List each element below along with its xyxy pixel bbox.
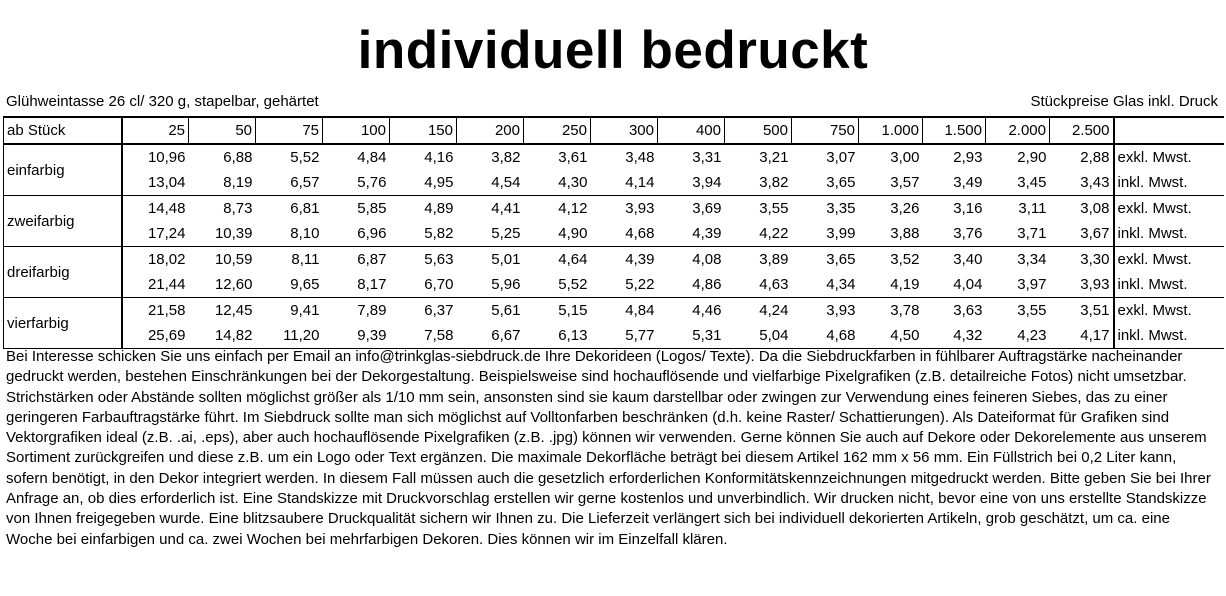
price-cell: 5,04 bbox=[725, 323, 792, 349]
price-cell: 3,78 bbox=[890, 302, 920, 319]
color-count-label: dreifarbig bbox=[4, 247, 122, 298]
quantity-header-cell: 25 bbox=[122, 117, 189, 144]
vat-note: inkl. Mwst. bbox=[1114, 323, 1224, 349]
price-cell: 3,48 bbox=[625, 149, 655, 166]
quantity-header-cell: 50 bbox=[189, 117, 256, 144]
price-cell: 5,52 bbox=[524, 272, 591, 298]
page-title: individuell bedruckt bbox=[357, 21, 869, 80]
price-cell: 3,89 bbox=[759, 251, 789, 268]
price-note: Stückpreise Glas inkl. Druck bbox=[1030, 93, 1218, 110]
table-row bbox=[4, 247, 1224, 273]
color-count-label: vierfarbig bbox=[4, 298, 122, 349]
price-cell: 4,23 bbox=[986, 323, 1050, 349]
quantity-header-cell: 400 bbox=[658, 117, 725, 144]
price-cell: 3,00 bbox=[890, 149, 920, 166]
price-cell: 3,55 bbox=[1017, 302, 1047, 319]
price-cell: 5,01 bbox=[491, 251, 521, 268]
vat-note: inkl. Mwst. bbox=[1114, 272, 1224, 298]
price-cell: 3,55 bbox=[759, 200, 789, 217]
quantity-header-cell: 2.500 bbox=[1050, 117, 1114, 144]
vat-note: exkl. Mwst. bbox=[1114, 298, 1224, 324]
price-cell: 4,19 bbox=[859, 272, 923, 298]
price-cell: 3,82 bbox=[491, 149, 521, 166]
price-cell: 3,08 bbox=[1080, 200, 1110, 217]
price-cell: 2,88 bbox=[1080, 149, 1110, 166]
price-cell: 4,39 bbox=[625, 251, 655, 268]
product-description: Glühweintasse 26 cl/ 320 g, stapelbar, gehärtet bbox=[6, 93, 319, 110]
price-cell: 4,04 bbox=[923, 272, 986, 298]
price-cell: 3,69 bbox=[692, 200, 722, 217]
price-cell: 3,21 bbox=[759, 149, 789, 166]
price-cell: 10,59 bbox=[214, 251, 253, 268]
vat-note: exkl. Mwst. bbox=[1114, 247, 1224, 273]
price-cell: 5,25 bbox=[457, 221, 524, 247]
price-cell: 2,93 bbox=[953, 149, 983, 166]
price-cell: 7,89 bbox=[357, 302, 387, 319]
vat-note: exkl. Mwst. bbox=[1114, 144, 1224, 170]
price-cell: 5,22 bbox=[591, 272, 658, 298]
price-cell: 4,95 bbox=[390, 170, 457, 196]
price-cell: 3,71 bbox=[986, 221, 1050, 247]
quantity-header-cell: 1.500 bbox=[923, 117, 986, 144]
table-row bbox=[4, 323, 1224, 349]
info-paragraph: Bei Interesse schicken Sie uns einfach per Email an info@trinkglas-siebdruck.de Ihre Dekorideen (Logos/ Texte). Da die Siebdruckfarben in fühlbarer Auftragstärke nacheinander gedruckt werden, bestehen Einschränkungen bei der Dekorgestaltung. Beispielsweise sind hochauflösende und vielfarbige Pixelgrafiken (z.B. detailreiche Fotos) nicht umsetzbar. Strichstärken oder Abstände sollten möglichst größer als 1/10 mm sein, ansonsten sind sie kaum darstellbar oder zwingen zur Verwendung eines feineren Siebes, das zu einer geringeren Farbauftragstärke führt. Im Siebdruck sollte man sich möglichst auf Volltonfarben beschränken (d.h. keine Raster/ Schattierungen). Als Dateiformat für Grafiken sind Vektorgrafiken ideal (z.B. .ai, .eps), aber auch hochauflösende Pixelgrafiken (z.B. .jpg) können wir verwenden. Gerne können Sie auch auf Dekore oder Dekorelemente aus unserem Sortiment zurückgreifen und diese z.B. um ein Logo oder Text ergänzen. Die maximale Dekorfläche beträgt bei diesem Artikel 162 mm x 56 mm. Ein Füllstrich bei 0,2 Liter kann, sofern benötigt, in den Dekor integriert werden. In diesem Fall müssen auch die gesetzlich erforderlichen Konformitätskennzeichnungen mitgedruckt werden. Bitte geben Sie bei Ihrer Anfrage an, ob dies erforderlich ist. Eine Standskizze mit Druckvorschlag erstellen wir gerne kostenlos und unverbindlich. Wir drucken nicht, bevor eine von uns erstellte Standskizze von Ihnen freigegeben wurde. Eine blitzsaubere Druckqualität sichern wir Ihnen zu. Die Lieferzeit verlängert sich bei individuell dekorierten Artikeln, grob geschätzt, um ca. eine Woche bei einfarbigen und ca. zwei Wochen bei mehrfarbigen Dekoren. Dies können wir im Einzelfall klären. bbox=[6, 348, 1211, 548]
price-cell: 21,44 bbox=[122, 272, 189, 298]
table-row bbox=[4, 144, 1224, 170]
quantity-header-cell: 300 bbox=[591, 117, 658, 144]
price-cell: 4,54 bbox=[457, 170, 524, 196]
price-cell: 3,76 bbox=[923, 221, 986, 247]
price-cell: 4,89 bbox=[424, 200, 454, 217]
quantity-header-cell: 75 bbox=[256, 117, 323, 144]
price-cell: 2,90 bbox=[1017, 149, 1047, 166]
vat-note: inkl. Mwst. bbox=[1114, 170, 1224, 196]
vat-note: exkl. Mwst. bbox=[1114, 196, 1224, 222]
price-cell: 18,02 bbox=[122, 247, 189, 273]
table-row bbox=[4, 170, 1224, 196]
price-cell: 3,34 bbox=[1017, 251, 1047, 268]
price-cell: 4,68 bbox=[792, 323, 859, 349]
header-blank-cell bbox=[1114, 117, 1224, 144]
price-cell: 6,57 bbox=[256, 170, 323, 196]
price-cell: 8,10 bbox=[256, 221, 323, 247]
quantity-header-label: ab Stück bbox=[4, 117, 122, 144]
price-cell: 3,88 bbox=[859, 221, 923, 247]
price-cell: 4,14 bbox=[591, 170, 658, 196]
price-cell: 3,30 bbox=[1080, 251, 1110, 268]
price-cell: 3,67 bbox=[1050, 221, 1114, 247]
color-count-label: einfarbig bbox=[4, 144, 122, 196]
price-cell: 6,37 bbox=[424, 302, 454, 319]
price-cell: 6,13 bbox=[524, 323, 591, 349]
price-cell: 25,69 bbox=[122, 323, 189, 349]
price-cell: 4,08 bbox=[692, 251, 722, 268]
price-cell: 14,82 bbox=[189, 323, 256, 349]
price-cell: 4,22 bbox=[725, 221, 792, 247]
price-cell: 5,63 bbox=[424, 251, 454, 268]
price-cell: 3,11 bbox=[1018, 200, 1047, 217]
price-cell: 4,90 bbox=[524, 221, 591, 247]
price-cell: 8,17 bbox=[323, 272, 390, 298]
price-cell: 3,26 bbox=[890, 200, 920, 217]
price-cell: 13,04 bbox=[122, 170, 189, 196]
price-cell: 8,11 bbox=[291, 251, 320, 268]
price-cell: 5,96 bbox=[457, 272, 524, 298]
price-cell: 3,57 bbox=[859, 170, 923, 196]
price-cell: 3,07 bbox=[826, 149, 856, 166]
price-cell: 3,52 bbox=[890, 251, 920, 268]
price-cell: 3,49 bbox=[923, 170, 986, 196]
price-cell: 8,73 bbox=[223, 200, 253, 217]
table-row bbox=[4, 298, 1224, 324]
price-cell: 9,65 bbox=[256, 272, 323, 298]
price-cell: 4,46 bbox=[692, 302, 722, 319]
price-cell: 4,32 bbox=[923, 323, 986, 349]
price-cell: 5,82 bbox=[390, 221, 457, 247]
price-cell: 4,64 bbox=[558, 251, 588, 268]
price-cell: 3,40 bbox=[953, 251, 983, 268]
price-cell: 14,48 bbox=[122, 196, 189, 222]
price-cell: 4,84 bbox=[357, 149, 387, 166]
table-header-row bbox=[4, 117, 1224, 144]
quantity-header-cell: 250 bbox=[524, 117, 591, 144]
price-cell: 4,68 bbox=[591, 221, 658, 247]
quantity-header-cell: 750 bbox=[792, 117, 859, 144]
price-cell: 5,76 bbox=[323, 170, 390, 196]
price-cell: 17,24 bbox=[122, 221, 189, 247]
price-cell: 4,39 bbox=[658, 221, 725, 247]
price-cell: 3,93 bbox=[1050, 272, 1114, 298]
price-cell: 4,50 bbox=[859, 323, 923, 349]
price-cell: 6,96 bbox=[323, 221, 390, 247]
price-cell: 8,19 bbox=[189, 170, 256, 196]
price-cell: 5,31 bbox=[658, 323, 725, 349]
price-cell: 3,45 bbox=[986, 170, 1050, 196]
quantity-header-cell: 200 bbox=[457, 117, 524, 144]
quantity-header-cell: 2.000 bbox=[986, 117, 1050, 144]
price-cell: 5,52 bbox=[290, 149, 320, 166]
quantity-header-cell: 100 bbox=[323, 117, 390, 144]
quantity-header-cell: 150 bbox=[390, 117, 457, 144]
price-cell: 4,30 bbox=[524, 170, 591, 196]
price-cell: 12,60 bbox=[189, 272, 256, 298]
price-cell: 3,94 bbox=[658, 170, 725, 196]
price-cell: 3,35 bbox=[826, 200, 856, 217]
price-cell: 3,63 bbox=[953, 302, 983, 319]
price-cell: 3,99 bbox=[792, 221, 859, 247]
price-cell: 3,97 bbox=[986, 272, 1050, 298]
table-row bbox=[4, 196, 1224, 222]
price-cell: 9,41 bbox=[290, 302, 320, 319]
quantity-header-cell: 1.000 bbox=[859, 117, 923, 144]
price-cell: 5,85 bbox=[357, 200, 387, 217]
price-cell: 4,24 bbox=[759, 302, 789, 319]
price-cell: 6,88 bbox=[223, 149, 253, 166]
price-cell: 10,39 bbox=[189, 221, 256, 247]
price-cell: 6,67 bbox=[457, 323, 524, 349]
vat-note: inkl. Mwst. bbox=[1114, 221, 1224, 247]
price-cell: 3,65 bbox=[792, 170, 859, 196]
price-cell: 3,65 bbox=[826, 251, 856, 268]
price-cell: 10,96 bbox=[122, 144, 189, 170]
price-cell: 6,87 bbox=[357, 251, 387, 268]
price-cell: 3,51 bbox=[1080, 302, 1110, 319]
price-cell: 4,16 bbox=[424, 149, 454, 166]
price-cell: 3,43 bbox=[1050, 170, 1114, 196]
price-cell: 4,84 bbox=[625, 302, 655, 319]
price-cell: 12,45 bbox=[214, 302, 253, 319]
price-cell: 4,41 bbox=[491, 200, 521, 217]
price-cell: 6,70 bbox=[390, 272, 457, 298]
price-table bbox=[3, 116, 1224, 349]
price-cell: 3,93 bbox=[826, 302, 856, 319]
price-cell: 4,12 bbox=[558, 200, 588, 217]
price-cell: 21,58 bbox=[122, 298, 189, 324]
table-row bbox=[4, 221, 1224, 247]
price-cell: 9,39 bbox=[323, 323, 390, 349]
price-cell: 3,61 bbox=[558, 149, 588, 166]
price-cell: 6,81 bbox=[290, 200, 320, 217]
price-cell: 3,93 bbox=[625, 200, 655, 217]
price-cell: 7,58 bbox=[390, 323, 457, 349]
price-cell: 5,61 bbox=[491, 302, 521, 319]
quantity-header-cell: 500 bbox=[725, 117, 792, 144]
price-cell: 4,34 bbox=[792, 272, 859, 298]
price-cell: 3,82 bbox=[725, 170, 792, 196]
table-row bbox=[4, 272, 1224, 298]
price-cell: 4,86 bbox=[658, 272, 725, 298]
price-cell: 4,17 bbox=[1050, 323, 1114, 349]
price-cell: 3,31 bbox=[692, 149, 722, 166]
price-cell: 5,77 bbox=[591, 323, 658, 349]
price-cell: 11,20 bbox=[256, 323, 323, 349]
color-count-label: zweifarbig bbox=[4, 196, 122, 247]
price-cell: 5,15 bbox=[558, 302, 588, 319]
price-cell: 3,16 bbox=[953, 200, 983, 217]
price-cell: 4,63 bbox=[725, 272, 792, 298]
